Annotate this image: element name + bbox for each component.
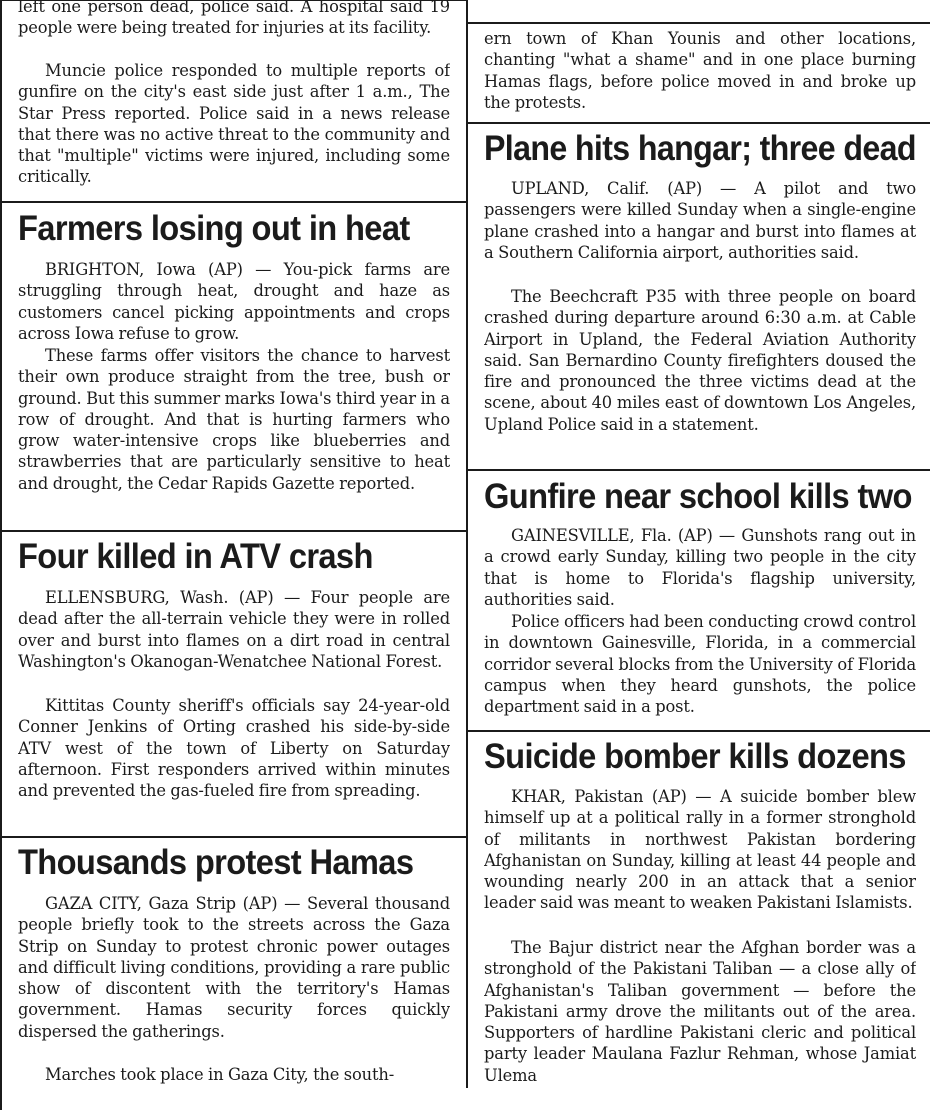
gunfire-story-paragraph: GAINESVILLE, Fla. (AP) — Gunshots rang out in a crowd early Sunday, killing two people in the city that is home to Florida's flagship university, authorities said. <box>484 526 916 609</box>
farmers-story-paragraph: BRIGHTON, Iowa (AP) — You-pick farms are struggling through heat, drought and haze as customers cancel picking appointments and crops across Iowa refuse to grow. <box>18 260 450 343</box>
plane-headline: Plane hits hangar; three dead <box>484 128 916 168</box>
page-left-border <box>0 0 2 1110</box>
plane-story-paragraph: The Beechcraft P35 with three people on board crashed during departure around 6:30 a.m. at Cable Airport in Upland, the Federal Aviation Authority said. San Bernardino County firefighters doused the fire and pronounced the three victims dead at the scene, about 40 miles east of downtown Los Angeles, Upland Police said in a statement. <box>484 287 916 434</box>
muncie-story-paragraph: Muncie police responded to multiple reports of gunfire on the city's east side just after 1 a.m., The Star Press reported. Police said in a news release that there was no active threat to the community and that "multiple" victims were injured, including some critically. <box>18 61 450 187</box>
farmers-headline: Farmers losing out in heat <box>18 208 410 248</box>
atv-story-paragraph: ELLENSBURG, Wash. (AP) — Four people are dead after the all-terrain vehicle they were in rolled over and burst into flames on a dirt road in central Washington's Okanogan-Wenatchee National Forest. <box>18 588 450 671</box>
hamas-story-paragraph: GAZA CITY, Gaza Strip (AP) — Several thousand people briefly took to the streets across the Gaza Strip on Sunday to protest chronic power outages and difficult living conditions, providing a rare public show of discontent with the territory's Hamas government. Hamas security forces quickly dispersed the gatherings. <box>18 894 450 1041</box>
story-divider <box>466 469 930 471</box>
muncie-story-paragraph: left one person dead, police said. A hospital said 19 people were being treated for injuries at its facility. <box>18 0 450 38</box>
bomber-headline: Suicide bomber kills dozens <box>484 736 906 776</box>
bomber-story-paragraph: KHAR, Pakistan (AP) — A suicide bomber blew himself up at a political rally in a former stronghold of militants in northwest Pakistan bordering Afghanistan on Sunday, killing at least 44 people and wounding nearly 200 in an attack that a senior leader said was meant to weaken Pakistani Islamists. <box>484 787 916 913</box>
atv-story-paragraph: Kittitas County sheriff's officials say 24-year-old Conner Jenkins of Orting crashed his side-by-side ATV west of the town of Liberty on Saturday afternoon. First responders arrived within minutes and prevented the gas-fueled fire from spreading. <box>18 696 450 801</box>
story-divider <box>466 730 930 732</box>
farmers-story-paragraph: These farms offer visitors the chance to harvest their own produce straight from the tree, bush or ground. But this summer marks Iowa's third year in a row of drought. And that is hurting farmers who grow water-intensive crops like blueberries and strawberries that are particularly sensitive to heat and drought, the Cedar Rapids Gazette reported. <box>18 346 450 493</box>
atv-headline: Four killed in ATV crash <box>18 536 373 576</box>
story-divider <box>0 201 466 203</box>
story-divider <box>0 836 466 838</box>
hamas-headline: Thousands protest Hamas <box>18 842 414 882</box>
story-divider <box>466 122 930 124</box>
gunfire-story-paragraph: Police officers had been conducting crowd control in downtown Gainesville, Florida, in a commercial corridor several blocks from the University of Florida campus when they heard gunshots, the police department said in a post. <box>484 612 916 717</box>
hamas-continued-paragraph: ern town of Khan Younis and other locations, chanting "what a shame" and in one place burning Hamas flags, before police moved in and broke up the protests. <box>484 29 916 112</box>
right-column <box>484 0 916 1110</box>
hamas-story-paragraph: Marches took place in Gaza City, the south- <box>45 1065 395 1084</box>
bomber-story-paragraph: The Bajur district near the Afghan border was a stronghold of the Pakistani Taliban — a close ally of Afghanistan's Taliban government — before the Pakistani army drove the militants out of the area. Supporters of hardline Pakistani cleric and political party leader Maulana Fazlur Rehman, whose Jamiat Ulema <box>484 938 916 1085</box>
story-divider <box>0 530 466 532</box>
left-column <box>18 0 450 1110</box>
plane-story-paragraph: UPLAND, Calif. (AP) — A pilot and two passengers were killed Sunday when a single-engine plane crashed into a hangar and burst into flames at a Southern California airport, authorities said. <box>484 179 916 262</box>
gunfire-headline: Gunfire near school kills two <box>484 476 912 516</box>
right-column-top-rule <box>466 22 930 24</box>
column-divider <box>466 0 468 1088</box>
